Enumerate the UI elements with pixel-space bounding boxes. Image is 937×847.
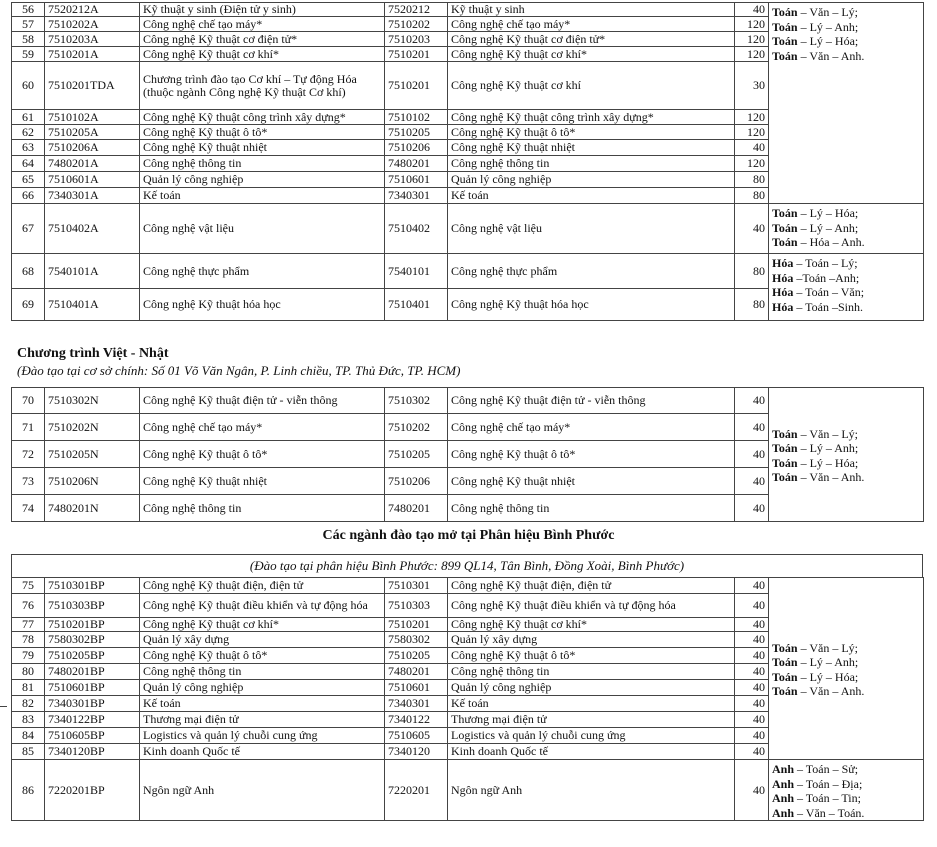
combination-rest: – Văn – Lý;: [797, 426, 859, 441]
combination-lead-subject: Toán: [772, 426, 798, 441]
admission-table-viet-nhat: [11, 387, 924, 522]
cell-major-code: 7480201: [385, 156, 448, 172]
combination-lead-subject: Anh: [772, 791, 795, 805]
cell-major-code: 7510401: [385, 289, 448, 321]
combination-rest: – Hóa – Anh.: [797, 235, 865, 249]
cell-stt: 69: [12, 289, 45, 321]
combination-line: [772, 256, 920, 271]
combination-lead-subject: Toán: [772, 655, 798, 669]
cell-stt: 66: [12, 188, 45, 204]
cell-program-name: Công nghệ Kỹ thuật cơ khí*: [140, 47, 385, 62]
combination-line: [772, 49, 920, 64]
cell-stt: 61: [12, 110, 45, 125]
cell-quota: 120: [735, 156, 769, 172]
combination-rest: – Toán – Sử;: [794, 762, 859, 776]
cell-major-name: Công nghệ Kỹ thuật ô tô*: [448, 441, 735, 468]
cell-program-name: Ngôn ngữ Anh: [140, 760, 385, 821]
cell-major-name: Công nghệ Kỹ thuật điện, điện tử: [448, 578, 735, 594]
combination-line: [772, 777, 920, 792]
cell-quota: 80: [735, 172, 769, 188]
cell-admission-code: 7340301A: [45, 188, 140, 204]
cell-admission-code: 7510102A: [45, 110, 140, 125]
cell-admission-code: 7540101A: [45, 254, 140, 289]
cell-major-name: Công nghệ Kỹ thuật điều khiển và tự động hóa: [448, 594, 735, 618]
combination-line: [772, 206, 920, 221]
cell-stt: 75: [12, 578, 45, 594]
combination-rest: – Lý – Anh;: [797, 19, 859, 34]
cell-admission-code: 7510206N: [45, 468, 140, 495]
cell-stt: 67: [12, 204, 45, 254]
cell-major-name: Kế toán: [448, 188, 735, 204]
cell-admission-code: 7510302N: [45, 388, 140, 414]
combination-line: [772, 300, 920, 315]
combination-lead-subject: Anh: [772, 762, 795, 776]
cell-quota: 40: [735, 728, 769, 744]
combination-rest: – Lý – Anh;: [797, 655, 859, 669]
cell-admission-code: 7340301BP: [45, 696, 140, 712]
cell-quota: 40: [735, 594, 769, 618]
combination-line: [772, 34, 920, 49]
cell-major-name: Công nghệ thông tin: [448, 156, 735, 172]
cell-admission-code: 7510205BP: [45, 648, 140, 664]
cell-stt: 80: [12, 664, 45, 680]
combination-lead-subject: Hóa: [772, 270, 794, 285]
cell-major-name: Công nghệ Kỹ thuật cơ khí*: [448, 47, 735, 62]
cell-stt: 58: [12, 32, 45, 47]
cell-stt: 81: [12, 680, 45, 696]
cell-admission-code: 7220201BP: [45, 760, 140, 821]
cell-major-code: 7510202: [385, 414, 448, 441]
cell-major-name: Công nghệ vật liệu: [448, 204, 735, 254]
cell-major-code: 7510102: [385, 110, 448, 125]
cell-program-name: Công nghệ thông tin: [140, 495, 385, 522]
cell-major-code: 7340301: [385, 188, 448, 204]
cell-major-code: 7510206: [385, 468, 448, 495]
cell-major-name: Công nghệ Kỹ thuật cơ khí*: [448, 618, 735, 632]
cell-major-code: 7510205: [385, 648, 448, 664]
cell-admission-code: 7510303BP: [45, 594, 140, 618]
cell-major-code: 7340301: [385, 696, 448, 712]
admission-table-binh-phuoc: [11, 577, 924, 821]
cell-quota: 120: [735, 125, 769, 140]
cell-admission-code: 7520212A: [45, 3, 140, 17]
cell-admission-code: 7340120BP: [45, 744, 140, 760]
cell-major-code: 7340122: [385, 712, 448, 728]
cell-stt: 79: [12, 648, 45, 664]
table-row: [12, 254, 924, 289]
cell-program-name: Công nghệ vật liệu: [140, 204, 385, 254]
cell-stt: 68: [12, 254, 45, 289]
cell-subject-combinations: [769, 760, 924, 821]
cell-quota: 120: [735, 110, 769, 125]
cell-admission-code: 7510205N: [45, 441, 140, 468]
cell-quota: 40: [735, 712, 769, 728]
cell-admission-code: 7480201N: [45, 495, 140, 522]
combination-lead-subject: Toán: [772, 235, 798, 249]
cell-program-name: Kỹ thuật y sinh (Điện tử y sinh): [140, 3, 385, 17]
cell-major-name: Công nghệ Kỹ thuật ô tô*: [448, 648, 735, 664]
cell-major-name: Công nghệ thông tin: [448, 664, 735, 680]
cell-major-code: 7480201: [385, 495, 448, 522]
combination-rest: – Văn – Anh.: [797, 684, 865, 698]
cell-quota: 40: [735, 696, 769, 712]
cell-program-name: Kinh doanh Quốc tế: [140, 744, 385, 760]
cell-program-name: Chương trình đào tạo Cơ khí – Tự động Hóa (thuộc ngành Công nghệ Kỹ thuật Cơ khí): [140, 62, 385, 110]
combination-line: [772, 684, 920, 699]
cell-quota: 40: [735, 760, 769, 821]
combination-lead-subject: Toán: [772, 455, 798, 470]
cell-major-code: 7510203: [385, 32, 448, 47]
combination-rest: – Toán – Văn;: [793, 285, 865, 299]
cell-program-name: Công nghệ Kỹ thuật cơ khí*: [140, 618, 385, 632]
cell-quota: 80: [735, 289, 769, 321]
cell-major-code: 7510205: [385, 125, 448, 140]
cell-program-name: Công nghệ Kỹ thuật ô tô*: [140, 648, 385, 664]
cell-admission-code: 7480201A: [45, 156, 140, 172]
combination-line: [772, 670, 920, 685]
cell-admission-code: 7510601BP: [45, 680, 140, 696]
combination-lead-subject: Toán: [772, 48, 798, 63]
cell-admission-code: 7510401A: [45, 289, 140, 321]
combination-lead-subject: Hóa: [772, 285, 794, 299]
cell-quota: 80: [735, 188, 769, 204]
cell-admission-code: 7510605BP: [45, 728, 140, 744]
cell-stt: 64: [12, 156, 45, 172]
combination-lead-subject: Toán: [772, 684, 798, 698]
table-row: [12, 388, 924, 414]
combination-lead-subject: Toán: [772, 640, 798, 655]
cell-admission-code: 7510201A: [45, 47, 140, 62]
cell-major-code: 7220201: [385, 760, 448, 821]
cell-major-name: Kế toán: [448, 696, 735, 712]
cell-major-name: Công nghệ Kỹ thuật ô tô*: [448, 125, 735, 140]
combination-rest: – Văn – Lý;: [797, 5, 859, 19]
margin-rule: [0, 706, 7, 707]
cell-stt: 84: [12, 728, 45, 744]
cell-major-code: 7510605: [385, 728, 448, 744]
cell-major-name: Quản lý công nghiệp: [448, 172, 735, 188]
cell-program-name: Công nghệ thông tin: [140, 664, 385, 680]
cell-major-code: 7510201: [385, 618, 448, 632]
cell-program-name: Công nghệ Kỹ thuật nhiệt: [140, 468, 385, 495]
cell-admission-code: 7340122BP: [45, 712, 140, 728]
cell-stt: 82: [12, 696, 45, 712]
cell-quota: 40: [735, 664, 769, 680]
combination-rest: – Toán – Tin;: [794, 791, 861, 805]
combination-rest: – Văn – Anh.: [797, 48, 865, 63]
cell-admission-code: 7510202A: [45, 17, 140, 32]
combination-rest: – Toán – Lý;: [793, 256, 858, 270]
cell-stt: 76: [12, 594, 45, 618]
cell-stt: 73: [12, 468, 45, 495]
cell-program-name: Logistics và quản lý chuỗi cung ứng: [140, 728, 385, 744]
combination-rest: – Lý – Hóa;: [797, 206, 859, 220]
cell-stt: 63: [12, 140, 45, 156]
combination-line: [772, 470, 920, 485]
combination-line: [772, 285, 920, 300]
cell-program-name: Công nghệ Kỹ thuật điện tử - viễn thông: [140, 388, 385, 414]
combination-lead-subject: Toán: [772, 19, 798, 34]
cell-quota: 40: [735, 744, 769, 760]
cell-major-code: 7510201: [385, 47, 448, 62]
cell-admission-code: 7580302BP: [45, 632, 140, 648]
table-row: [12, 760, 924, 821]
combination-line: [772, 221, 920, 236]
cell-stt: 83: [12, 712, 45, 728]
cell-major-code: 7340120: [385, 744, 448, 760]
combination-lead-subject: Anh: [772, 805, 795, 820]
cell-major-name: Công nghệ chế tạo máy*: [448, 414, 735, 441]
cell-admission-code: 7510601A: [45, 172, 140, 188]
cell-program-name: Công nghệ Kỹ thuật ô tô*: [140, 441, 385, 468]
combination-lead-subject: Toán: [772, 5, 798, 19]
cell-major-code: 7510601: [385, 680, 448, 696]
cell-quota: 40: [735, 441, 769, 468]
cell-program-name: Công nghệ Kỹ thuật điện, điện tử: [140, 578, 385, 594]
cell-quota: 120: [735, 47, 769, 62]
cell-program-name: Công nghệ Kỹ thuật điều khiển và tự động hóa: [140, 594, 385, 618]
cell-subject-combinations: [769, 254, 924, 321]
cell-program-name: Quản lý công nghiệp: [140, 172, 385, 188]
cell-stt: 59: [12, 47, 45, 62]
combination-lead-subject: Anh: [772, 776, 795, 791]
combination-rest: – Lý – Hóa;: [797, 34, 859, 48]
cell-major-code: 7510601: [385, 172, 448, 188]
cell-stt: 85: [12, 744, 45, 760]
cell-stt: 86: [12, 760, 45, 821]
combination-line: [772, 271, 920, 286]
cell-stt: 71: [12, 414, 45, 441]
cell-quota: 80: [735, 254, 769, 289]
cell-program-name: Kế toán: [140, 188, 385, 204]
cell-major-code: 7520212: [385, 3, 448, 17]
combination-rest: – Lý – Hóa;: [797, 669, 859, 684]
cell-program-name: Quản lý công nghiệp: [140, 680, 385, 696]
cell-stt: 56: [12, 3, 45, 17]
cell-major-name: Công nghệ chế tạo máy*: [448, 17, 735, 32]
cell-quota: 40: [735, 140, 769, 156]
section-title-viet-nhat: Chương trình Việt - Nhật: [17, 346, 169, 361]
cell-quota: 40: [735, 648, 769, 664]
cell-program-name: Thương mại điện tử: [140, 712, 385, 728]
cell-major-code: 7540101: [385, 254, 448, 289]
cell-quota: 120: [735, 17, 769, 32]
combination-rest: – Lý – Hóa;: [797, 455, 859, 470]
combination-rest: – Văn – Anh.: [797, 470, 865, 484]
cell-stt: 74: [12, 495, 45, 522]
combination-rest: – Toán – Địa;: [794, 776, 863, 791]
cell-major-code: 7510206: [385, 140, 448, 156]
cell-subject-combinations: [769, 578, 924, 760]
cell-admission-code: 7510203A: [45, 32, 140, 47]
section-note-viet-nhat: (Đào tạo tại cơ sở chính: Số 01 Võ Văn Ngân, P. Linh chiều, TP. Thủ Đức, TP. HCM): [17, 363, 461, 378]
cell-program-name: Công nghệ Kỹ thuật hóa học: [140, 289, 385, 321]
cell-program-name: Công nghệ chế tạo máy*: [140, 17, 385, 32]
combination-lead-subject: Toán: [772, 220, 798, 235]
cell-major-name: Logistics và quản lý chuỗi cung ứng: [448, 728, 735, 744]
cell-program-name: Công nghệ thực phẩm: [140, 254, 385, 289]
cell-major-name: Công nghệ Kỹ thuật nhiệt: [448, 140, 735, 156]
cell-stt: 65: [12, 172, 45, 188]
cell-quota: 40: [735, 495, 769, 522]
cell-major-code: 7510303: [385, 594, 448, 618]
combination-rest: – Văn – Toán.: [794, 805, 865, 820]
cell-major-code: 7510301: [385, 578, 448, 594]
cell-major-name: Công nghệ Kỹ thuật công trình xây dựng*: [448, 110, 735, 125]
cell-stt: 60: [12, 62, 45, 110]
combination-rest: – Lý – Anh;: [797, 441, 859, 455]
cell-major-name: Công nghệ Kỹ thuật cơ khí: [448, 62, 735, 110]
cell-major-name: Kỹ thuật y sinh: [448, 3, 735, 17]
cell-stt: 70: [12, 388, 45, 414]
combination-line: [772, 806, 920, 821]
cell-major-name: Công nghệ Kỹ thuật hóa học: [448, 289, 735, 321]
cell-admission-code: 7510206A: [45, 140, 140, 156]
cell-quota: 30: [735, 62, 769, 110]
cell-major-name: Quản lý xây dựng: [448, 632, 735, 648]
cell-stt: 72: [12, 441, 45, 468]
cell-quota: 40: [735, 632, 769, 648]
cell-quota: 40: [735, 680, 769, 696]
combination-line: [772, 791, 920, 806]
cell-major-name: Thương mại điện tử: [448, 712, 735, 728]
cell-quota: 40: [735, 414, 769, 441]
cell-subject-combinations: [769, 204, 924, 254]
combination-lead-subject: Toán: [772, 669, 798, 684]
cell-admission-code: 7510402A: [45, 204, 140, 254]
cell-admission-code: 7510301BP: [45, 578, 140, 594]
combination-lead-subject: Toán: [772, 441, 798, 455]
cell-major-code: 7580302: [385, 632, 448, 648]
cell-stt: 77: [12, 618, 45, 632]
cell-program-name: Công nghệ Kỹ thuật ô tô*: [140, 125, 385, 140]
cell-program-name: Kế toán: [140, 696, 385, 712]
cell-program-name: Công nghệ Kỹ thuật công trình xây dựng*: [140, 110, 385, 125]
cell-major-name: Ngôn ngữ Anh: [448, 760, 735, 821]
cell-subject-combinations: [769, 3, 924, 204]
admission-table-main: [11, 2, 924, 321]
cell-major-name: Kinh doanh Quốc tế: [448, 744, 735, 760]
combination-lead-subject: Toán: [772, 470, 798, 484]
cell-program-name: Công nghệ thông tin: [140, 156, 385, 172]
cell-program-name: Công nghệ Kỹ thuật cơ điện tử*: [140, 32, 385, 47]
cell-quota: 120: [735, 32, 769, 47]
combination-line: [772, 427, 920, 442]
cell-major-code: 7480201: [385, 664, 448, 680]
cell-major-name: Công nghệ Kỹ thuật nhiệt: [448, 468, 735, 495]
table-row: [12, 578, 924, 594]
cell-major-code: 7510201: [385, 62, 448, 110]
table-row: [12, 204, 924, 254]
cell-major-code: 7510205: [385, 441, 448, 468]
cell-stt: 57: [12, 17, 45, 32]
cell-quota: 40: [735, 388, 769, 414]
combination-rest: –Toán –Anh;: [793, 270, 860, 285]
combination-lead-subject: Hóa: [772, 256, 794, 270]
cell-stt: 62: [12, 125, 45, 140]
cell-quota: 40: [735, 578, 769, 594]
combination-rest: – Toán –Sinh.: [793, 299, 863, 314]
cell-quota: 40: [735, 618, 769, 632]
cell-major-code: 7510202: [385, 17, 448, 32]
combination-line: [772, 235, 920, 250]
cell-quota: 40: [735, 3, 769, 17]
cell-major-name: Công nghệ Kỹ thuật cơ điện tử*: [448, 32, 735, 47]
combination-line: [772, 5, 920, 20]
combination-rest: – Văn – Lý;: [797, 640, 859, 655]
cell-quota: 40: [735, 204, 769, 254]
section-title-binh-phuoc: Các ngành đào tạo mở tại Phân hiệu Bình Phước: [322, 528, 615, 543]
table-row: [12, 3, 924, 17]
combination-line: [772, 20, 920, 35]
cell-major-name: Quản lý công nghiệp: [448, 680, 735, 696]
combination-line: [772, 762, 920, 777]
combination-line: [772, 641, 920, 656]
cell-quota: 40: [735, 468, 769, 495]
cell-admission-code: 7510201TDA: [45, 62, 140, 110]
combination-lead-subject: Toán: [772, 34, 798, 48]
cell-major-code: 7510402: [385, 204, 448, 254]
cell-subject-combinations: [769, 388, 924, 522]
cell-major-code: 7510302: [385, 388, 448, 414]
combination-line: [772, 655, 920, 670]
cell-program-name: Quản lý xây dựng: [140, 632, 385, 648]
cell-admission-code: 7480201BP: [45, 664, 140, 680]
combination-lead-subject: Hóa: [772, 299, 794, 314]
section-note-binh-phuoc: (Đào tạo tại phân hiệu Bình Phước: 899 QL14, Tân Bình, Đồng Xoài, Bình Phước): [11, 554, 923, 577]
cell-program-name: Công nghệ Kỹ thuật nhiệt: [140, 140, 385, 156]
cell-admission-code: 7510205A: [45, 125, 140, 140]
cell-admission-code: 7510202N: [45, 414, 140, 441]
cell-stt: 78: [12, 632, 45, 648]
combination-lead-subject: Toán: [772, 206, 798, 220]
cell-major-name: Công nghệ thực phẩm: [448, 254, 735, 289]
combination-rest: – Lý – Anh;: [797, 220, 859, 235]
combination-line: [772, 441, 920, 456]
cell-major-name: Công nghệ Kỹ thuật điện tử - viễn thông: [448, 388, 735, 414]
cell-major-name: Công nghệ thông tin: [448, 495, 735, 522]
cell-program-name: Công nghệ chế tạo máy*: [140, 414, 385, 441]
combination-line: [772, 456, 920, 471]
cell-admission-code: 7510201BP: [45, 618, 140, 632]
